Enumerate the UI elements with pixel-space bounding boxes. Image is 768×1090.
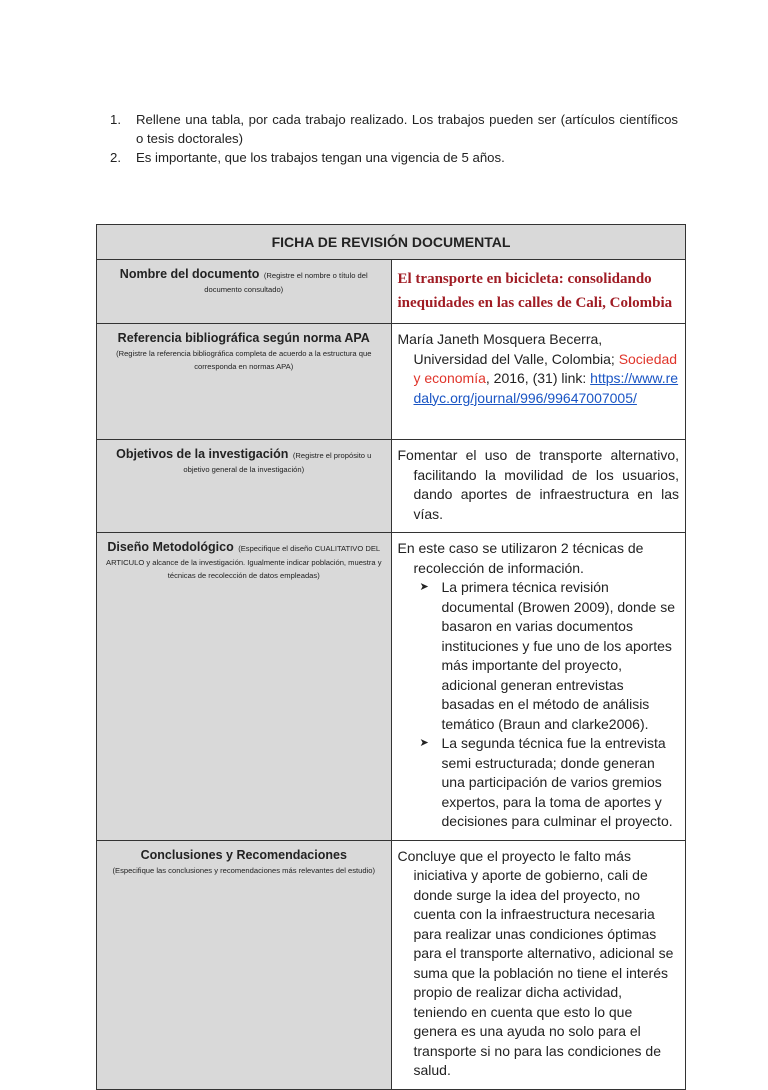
label-conclusiones: Conclusiones y Recomendaciones <box>140 847 347 862</box>
instructions-list <box>110 110 678 167</box>
instruction-text: Es importante, que los trabajos tengan una vigencia de 5 años. <box>136 150 505 165</box>
conclusiones-text: Concluye que el proyecto le falto más iniciativa y aporte de gobierno, cali de donde surge la idea del proyecto, no cuenta con la infraestructura necesaria para realizar unas condiciones óptimas para el transporte alternativo, adicional se suma que la población no tiene el interés propio de realizar dicha actividad, teniendo en cuenta que esto lo que genera es una ayuda no solo para el transporte si no para las condiciones de salud. <box>397 847 674 1078</box>
label-cell-nombre <box>97 260 392 324</box>
ficha-table <box>96 224 686 1090</box>
ficha-header-row <box>97 225 686 260</box>
instruction-item <box>110 148 678 167</box>
reference-link[interactable]: https://www.redalyc.org/journal/996/99647007005/ <box>413 370 679 406</box>
hint-referencia: (Registre la referencia bibliográfica completa de acuerdo a la estructura que corresponda en normas APA) <box>116 349 372 371</box>
instruction-item <box>110 110 678 148</box>
hint-nombre: (Registre el nombre o título del documento consultado) <box>204 271 368 294</box>
value-cell-objetivos <box>391 440 686 533</box>
ficha-title: FICHA DE REVISIÓN DOCUMENTAL <box>97 225 686 260</box>
objetivos-text: Fomentar el uso de transporte alternativo, facilitando la movilidad de los usuarios, dando aportes de infraestructura en las vías. <box>397 447 679 522</box>
hint-conclusiones: (Especifique las conclusiones y recomendaciones más relevantes del estudio) <box>112 865 376 875</box>
hint-diseno: (Especifique el diseño CUALITATIVO DEL ARTICULO y alcance de la investigación. Igualmente indicar población, muestra y técnicas de recolección de datos empleadas) <box>106 544 382 580</box>
label-diseno: Diseño Metodológico <box>107 540 234 554</box>
row-nombre <box>97 260 686 324</box>
arrow-bullet-icon: ➤ <box>419 581 429 593</box>
label-cell-diseno <box>97 533 392 841</box>
reference-details: , 2016, (31) link: <box>485 370 591 386</box>
label-cell-objetivos <box>97 440 392 533</box>
label-nombre: Nombre del documento <box>119 267 260 281</box>
row-diseno <box>97 533 686 841</box>
instruction-number: 1. <box>110 112 121 127</box>
value-cell-referencia <box>391 324 686 440</box>
diseno-bullet-list <box>398 578 680 832</box>
instruction-text: Rellene una tabla, por cada trabajo realizado. Los trabajos pueden ser (artículos científicos o tesis doctorales) <box>136 112 678 146</box>
label-objetivos: Objetivos de la investigación <box>116 447 289 461</box>
value-cell-conclusiones <box>391 840 686 1089</box>
value-cell-nombre <box>391 260 686 324</box>
row-conclusiones <box>97 840 686 1089</box>
row-referencia <box>97 324 686 440</box>
reference-authors: María Janeth Mosquera Becerra, Universidad del Valle, Colombia; <box>397 331 619 367</box>
label-cell-conclusiones <box>97 840 392 1089</box>
diseno-intro: En este caso se utilizaron 2 técnicas de recolección de información. <box>397 540 644 576</box>
hint-objetivos: (Registre el propósito u objetivo general de la investigación) <box>183 451 372 474</box>
arrow-bullet-icon: ➤ <box>419 737 429 749</box>
reference-text <box>398 330 680 408</box>
row-objetivos <box>97 440 686 533</box>
document-title: El transporte en bicicleta: consolidando inequidades en las calles de Cali, Colombia <box>397 271 673 311</box>
reference-journal: Sociedad y economía <box>413 350 678 386</box>
bullet-text: La primera técnica revisión documental (Browen 2009), donde se basaron en varias documentos instituciones y fue uno de los aportes más importante del proyecto, adicional generan entrevistas basadas en el método de análisis temático (Braun and clarke2006). <box>441 579 675 732</box>
list-item <box>414 734 680 832</box>
instruction-number: 2. <box>110 150 121 165</box>
value-cell-diseno <box>391 533 686 841</box>
list-item <box>414 578 680 734</box>
label-referencia: Referencia bibliográfica según norma APA <box>117 331 370 345</box>
bullet-text: La segunda técnica fue la entrevista semi estructurada; donde generan una participación de varios gremios expertos, para la toma de aportes y decisiones para culminar el proyecto. <box>441 735 673 829</box>
label-cell-referencia <box>97 324 392 440</box>
